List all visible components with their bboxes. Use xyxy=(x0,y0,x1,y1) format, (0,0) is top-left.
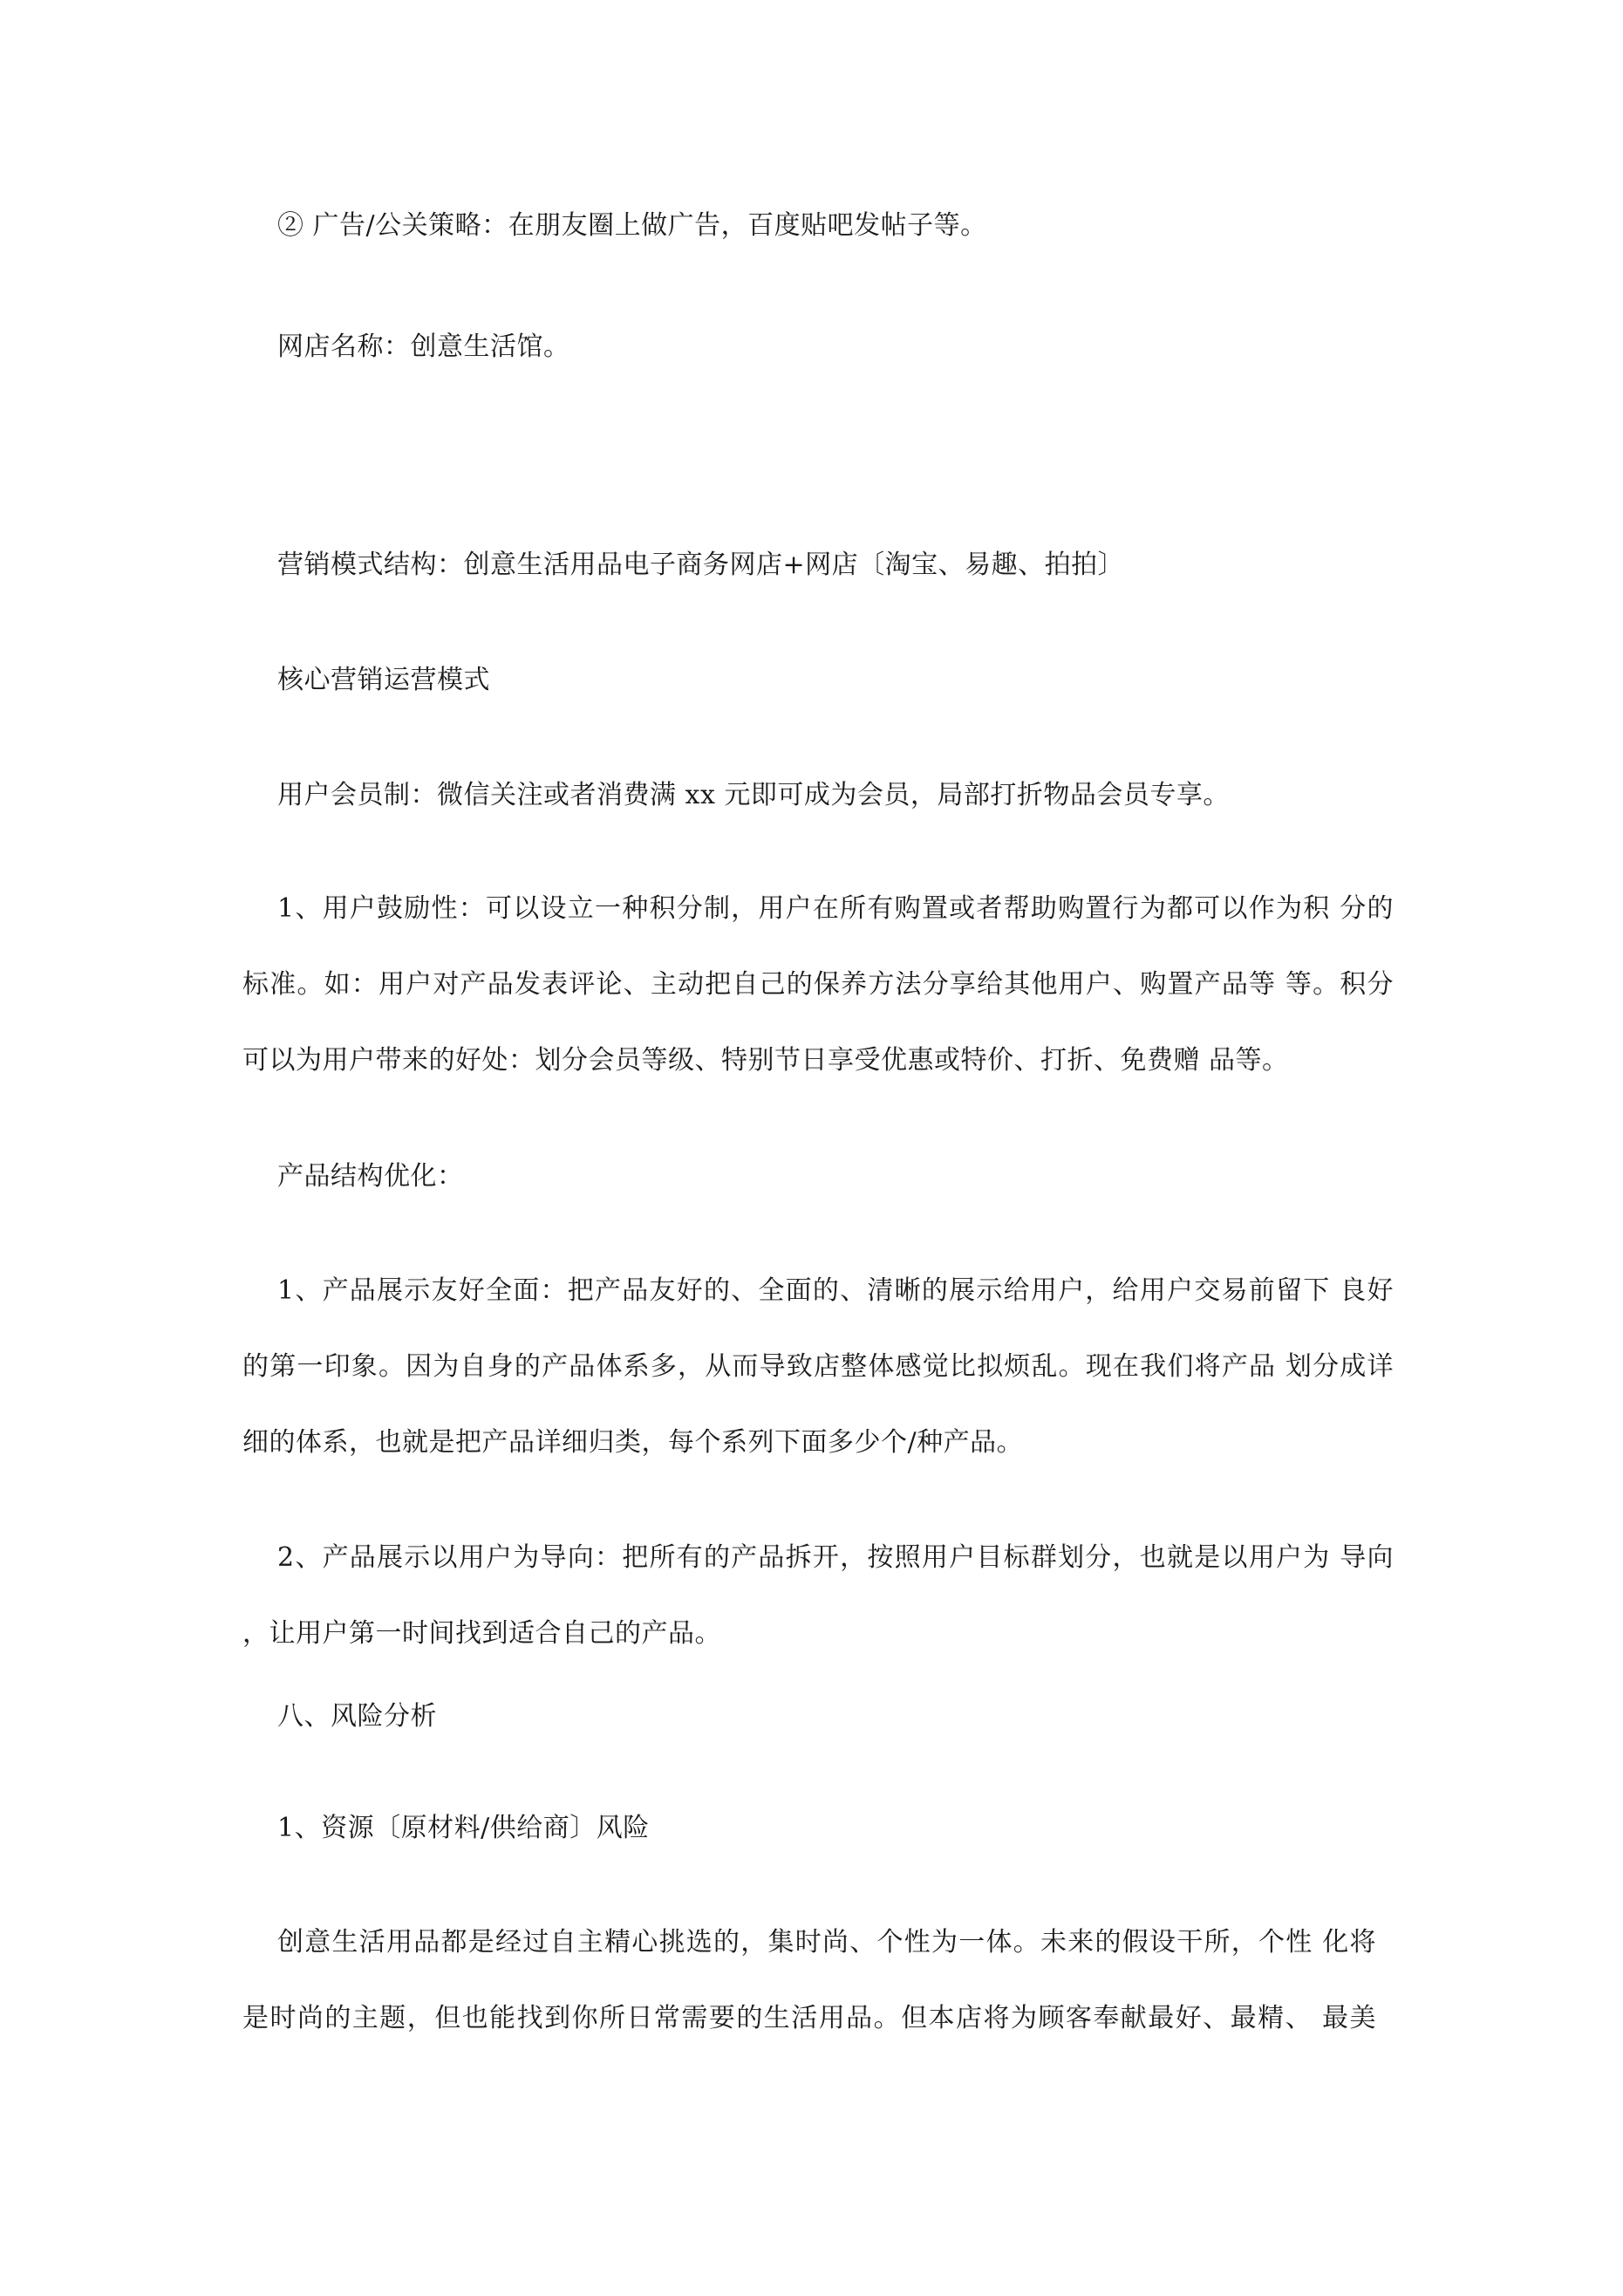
subheading-resource-risk: 1、资源〔原材料/供给商〕风险 xyxy=(277,1813,650,1843)
paragraph-incentive-line-1: 1、用户鼓励性：可以设立一种积分制，用户在所有购置或者帮助购置行为都可以作为积 分的 xyxy=(277,893,1394,924)
paragraph-core-operation: 核心营销运营模式 xyxy=(277,665,490,695)
paragraph-creative-products-line-1: 创意生活用品都是经过自主精心挑选的，集时尚、个性为一体。未来的假设干所，个性 化将 xyxy=(277,1927,1376,1958)
paragraph-display-friendly-line-1: 1、产品展示友好全面：把产品友好的、全面的、清晰的展示给用户，给用户交易前留下 良好 xyxy=(277,1275,1394,1306)
paragraph-display-user-oriented-line-1: 2、产品展示以用户为导向：把所有的产品拆开，按照用户目标群划分，也就是以用户为 导向 xyxy=(277,1542,1394,1573)
paragraph-shop-name: 网店名称：创意生活馆。 xyxy=(277,331,570,362)
paragraph-display-user-oriented-line-2: ，让用户第一时间找到适合自己的产品。 xyxy=(242,1618,721,1649)
section-heading-risk-analysis: 八、风险分析 xyxy=(277,1701,437,1732)
paragraph-product-structure: 产品结构优化： xyxy=(277,1161,464,1192)
paragraph-creative-products-line-2: 是时尚的主题，但也能找到你所日常需要的生活用品。但本店将为顾客奉献最好、最精、 最美 xyxy=(242,2003,1376,2033)
paragraph-incentive-line-3: 可以为用户带来的好处：划分会员等级、特别节日享受优惠或特价、打折、免费赠 品等。 xyxy=(242,1045,1289,1076)
paragraph-incentive-line-2: 标准。如：用户对产品发表评论、主动把自己的保养方法分享给其他用户、购置产品等 等。积分 xyxy=(242,969,1394,1000)
paragraph-marketing-structure: 营销模式结构：创意生活用品电子商务网店+网店〔淘宝、易趣、拍拍〕 xyxy=(277,550,1125,580)
paragraph-membership: 用户会员制：微信关注或者消费满 xx 元即可成为会员，局部打折物品会员专享。 xyxy=(277,780,1230,810)
paragraph-ad-strategy: ② 广告/公关策略：在朋友圈上做广告，百度贴吧发帖子等。 xyxy=(277,210,987,241)
paragraph-display-friendly-line-3: 细的体系，也就是把产品详细归类，每个系列下面多少个/种产品。 xyxy=(242,1427,1024,1458)
paragraph-display-friendly-line-2: 的第一印象。因为自身的产品体系多，从而导致店整体感觉比拟烦乱。现在我们将产品 划分成详 xyxy=(242,1351,1394,1382)
